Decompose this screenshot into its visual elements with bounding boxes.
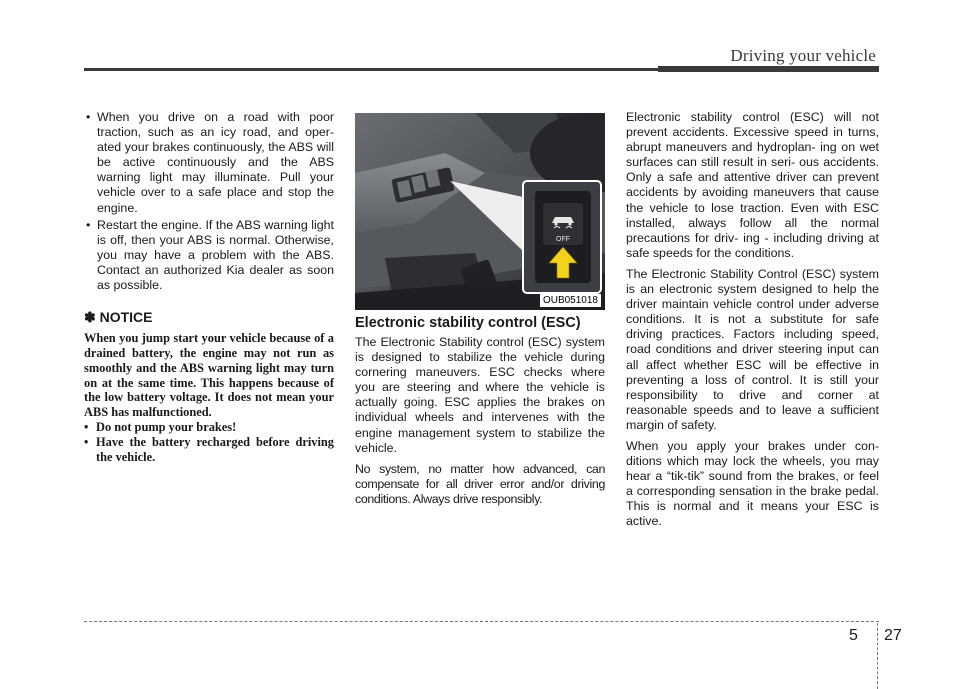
page-number-separator — [877, 623, 878, 689]
paragraph: Electronic stability control (ESC) will not prevent accidents. Excessive speed in turns, abrupt maneuvers and hydroplan- ing on wet surfaces can still result in seri- ous accidents. Only a safe and attentive driver can prevent accidents by avoiding maneuvers that cause the vehicle to lose traction. Even with ESC installed, always follow all the normal precautions for driv- ing - including driving at safe speeds for the conditions. — [626, 110, 879, 260]
dashboard-illustration — [355, 113, 605, 310]
image-code: OUB051018 — [540, 294, 601, 307]
paragraph: The Electronic Stability control (ESC) system is designed to stabilize the vehicle during cornering maneuvers. ESC checks where you are steering and where the vehicle is actually going. ESC applies the brakes on individual wheels and intervenes with the engine management system to stabilize the vehicle. — [355, 335, 605, 455]
left-column — [84, 110, 334, 464]
section-title: Electronic stability control (ESC) — [355, 315, 581, 331]
section-number: 5 — [849, 627, 858, 644]
notice-list-item: • Do not pump your brakes! — [84, 420, 334, 435]
page-number: 27 — [884, 627, 902, 644]
paragraph: When you apply your brakes under con- ditions which may lock the wheels, you may hear a “tik-tik” sound from the brakes, or feel a corresponding sensation in the brake pedal. This is normal and it means your ESC is active. — [626, 438, 879, 529]
middle-column — [355, 335, 605, 513]
notice-body: When you jump start your vehicle because of a drained battery, the engine may not run as smoothly and the ABS warning light may turn on at the same time. This happens because of the low battery voltage. It does not mean your ABS has malfunctioned. — [84, 331, 334, 420]
page-header-title: Driving your vehicle — [730, 46, 876, 65]
notice-list-item: • Have the battery recharged before driving the vehicle. — [84, 435, 334, 465]
notice-title: ✽ NOTICE — [84, 309, 153, 326]
footer-rule — [84, 621, 879, 622]
esc-switch-photo — [355, 113, 605, 310]
list-item: • Restart the engine. If the ABS warning light is off, then your ABS is normal. Otherwise, you may have a problem with the ABS. Contact an authorized Kia dealer as soon as possible. — [84, 218, 334, 293]
paragraph: The Electronic Stability Control (ESC) system is an electronic system designed to help the driver maintain vehicle control under adverse conditions. It is not a substitute for safe driving practices. Factors including speed, road conditions and driver steering input can all affect whether ESC will be effective in preventing a loss of control. It is still your responsibility to drive and corner at reasonable speeds and to leave a sufficient margin of safety. — [626, 266, 879, 432]
header-rule-accent — [658, 66, 879, 72]
right-column — [626, 110, 879, 536]
esc-off-label: OFF — [556, 236, 570, 243]
list-item: • When you drive on a road with poor traction, such as an icy road, and oper- ated your brakes continuously, the ABS will be active continuously and the ABS warning light may illuminate. Pull your vehicle over to a safe place and stop the engine. — [84, 110, 334, 216]
paragraph: No system, no matter how advanced, can compensate for all driver error and/or driving conditions. Always drive responsibly. — [355, 461, 605, 506]
